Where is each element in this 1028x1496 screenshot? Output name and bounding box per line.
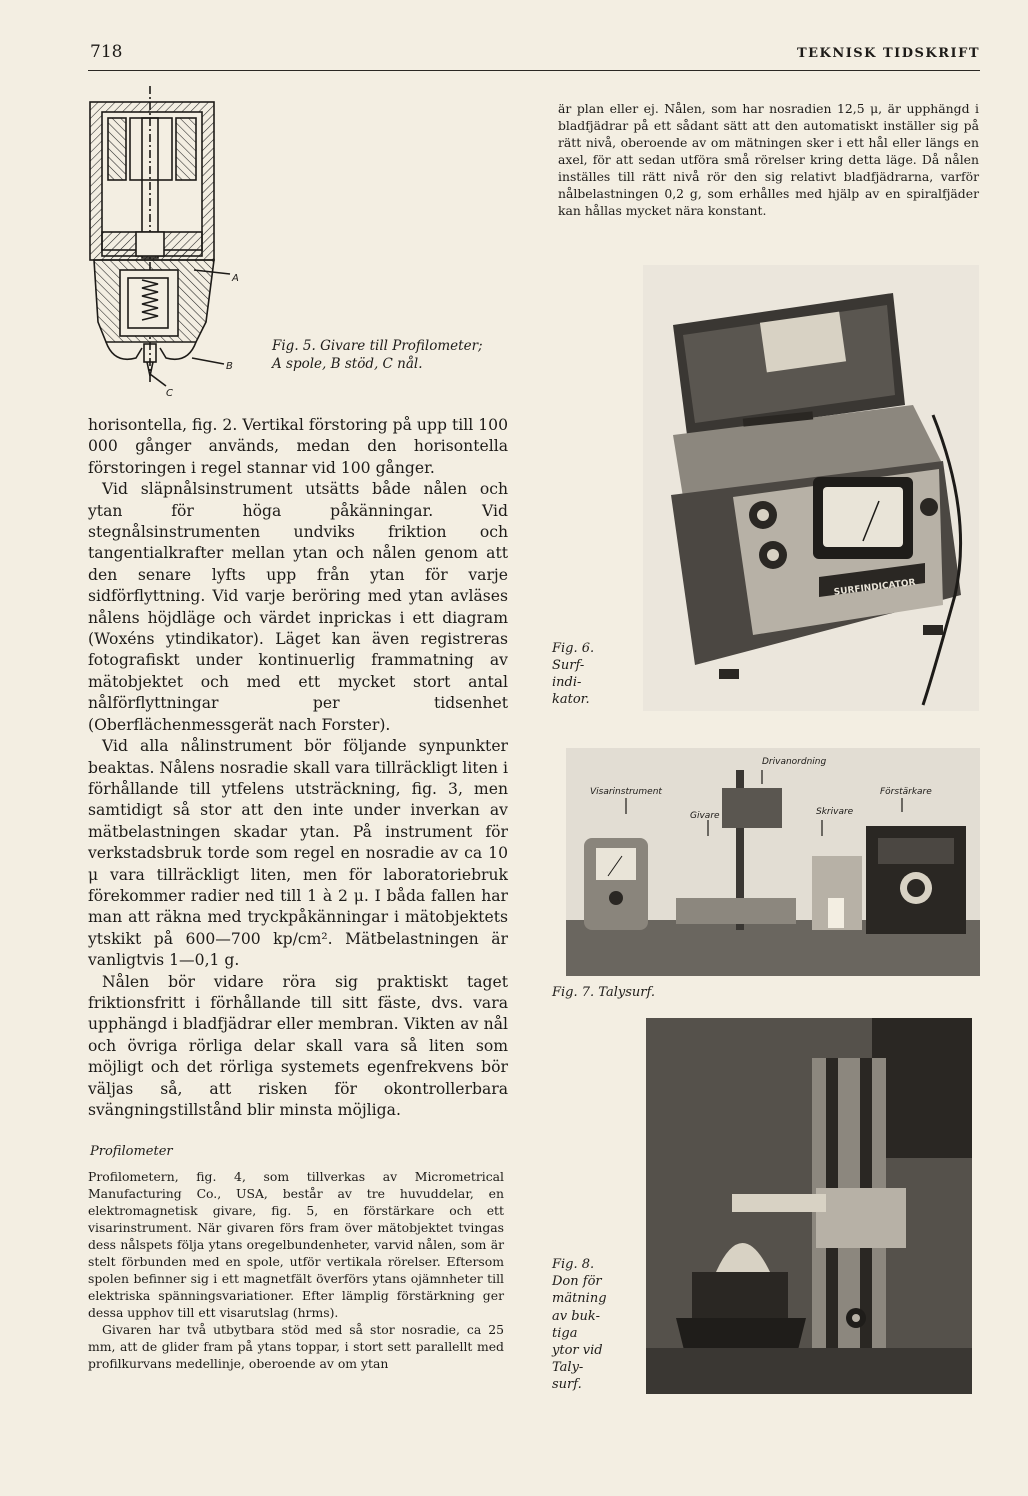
fig6-caption-l1: Fig. 6. — [552, 641, 595, 656]
left-paragraph-3: Vid alla nålinstrument bör följande synpunkter beaktas. Nålens nosradie skall vara tillräckligt liten i förhållande till ytfelens utsträckning, fig. 3, men samtidigt så stor att den inte under inverkan av mätbelastningen skadar ytan. På instrument för verkstadsbruk torde som regel en nosradie av ca 10 μ vara tillräckligt liten, men för laboratoriebruk förekommer radier ned till 1 à 2 μ. I båda fallen har man att räkna med tryckpåkänningar i mätobjektets ytskikt på 600—700 kp/cm². Mätbelastningen är vanligtvis 1—0,1 g. — [88, 737, 508, 970]
fig8-caption-l5: tiga — [552, 1325, 578, 1341]
fig5-caption-line2: A spole, B stöd, C nål. — [272, 356, 423, 372]
fig7-photo — [566, 748, 980, 976]
fig8-caption-l2: Don för — [552, 1274, 602, 1290]
right-top-paragraph: är plan eller ej. Nålen, som har nosradien 12,5 μ, är upphängd i bladfjädrar på ett sådant sätt att den automatiskt inställer sig på rätt nivå, oberoende av om mätningen sker i ett hål eller längs en axel, för att sedan utföra små rörelser kring detta läge. Då nålen inställes till rätt nivå rör den sig relativt bladfjädrarna, varför nålbelastningen 0,2 g, som erhålles med hjälp av en spiralfjäder kan hållas mycket nära konstant. — [558, 101, 979, 218]
fig6-caption-l3: indi- — [552, 675, 582, 690]
fig6-caption-l4: kator. — [552, 692, 590, 707]
fig5-label-c: C — [166, 388, 173, 399]
fig5-drawing — [84, 82, 254, 400]
left-paragraph-2: Vid släpnålsinstrument utsätts både nålen och ytan för höga påkänningar. Vid stegnålsinstrumenten undviks friktion och tangentialkrafter mellan ytan och nålen genom att den senare lyfts upp från ytan för varje sidförflyttning. Vid varje beröring med ytan avläses nålens höjdläge och värdet inprickas i ett diagram (Woxéns ytindikator). Läget kan även registreras fotografiskt under kontinuerlig frammatning av mätobjektet och med ett mycket stort antal nålförflyttningar per tidsenhet (Oberflächenmessgerät nach Forster). — [88, 480, 508, 734]
fig7-label-sensor: Givare — [690, 811, 720, 821]
fig5-label-b: B — [226, 361, 233, 372]
profilometer-heading: Profilometer — [90, 1144, 173, 1159]
fig8-caption-l1: Fig. 8. — [552, 1257, 595, 1272]
fig7-label-drive: Drivanordning — [762, 757, 827, 767]
header-rule — [88, 70, 980, 71]
left-paragraph-4: Nålen bör vidare röra sig praktiskt taget friktionsfritt i förhållande till sitt fäste, dvs. vara upphängd i bladfjädrar eller membran. Vikten av nål och övriga rörliga delar skall vara så liten som möjligt och det rörliga systemets egenfrekvens bör väljas så, att risken för okontrollerbara svängningstillstånd blir minsta möjliga. — [88, 972, 508, 1119]
fig8-caption-l8: surf. — [552, 1377, 582, 1393]
left-paragraph-1: horisontella, fig. 2. Vertikal förstoring på upp till 100 000 gånger används, medan den horisontella förstoringen i regel stannar vid 100 gånger. — [88, 416, 508, 477]
fig5-label-a: A — [232, 273, 239, 284]
fig5-caption — [272, 337, 532, 373]
fig8-caption-l7: Taly- — [552, 1360, 584, 1376]
page-number: 718 — [90, 42, 123, 62]
profilometer-paragraph-2: Givaren har två utbytbara stöd med så stor nosradie, ca 25 mm, att de glider fram på ytans toppar, i stort sett parallellt med profilkurvans medellinje, oberoende av om ytan — [88, 1322, 504, 1371]
fig8-caption-l6: ytor vid — [552, 1343, 603, 1359]
fig8-caption-l4: av buk- — [552, 1308, 600, 1324]
fig7-caption: Fig. 7. Talysurf. — [552, 985, 655, 1000]
fig8-caption — [552, 1256, 636, 1394]
profilometer-text — [88, 1168, 504, 1372]
fig7-illustration — [566, 748, 980, 976]
fig6-illustration — [643, 265, 979, 711]
fig6-caption-l2: Surf- — [552, 658, 585, 673]
fig7-label-meter: Visarinstrument — [590, 787, 662, 797]
fig8-caption-l3: mätning — [552, 1291, 607, 1307]
profilometer-paragraph-1: Profilometern, fig. 4, som tillverkas av Micrometrical Manufacturing Co., USA, består av tre huvuddelar, en elektromagnetisk givare, fig. 5, en förstärkare och ett visarinstrument. När givaren förs fram över mätobjektet tvingas dess nålspets följa ytans oregelbundenheter, varvid nålen, som är stelt förbunden med en spole, utför vertikala rörelser. Eftersom spolen befinner sig i ett magnetfält överförs ytans ojämnheter till elektriska spänningsvariationer. Efter lämplig förstärkning ger dessa upphov till ett visarutslag (hrms). — [88, 1169, 504, 1320]
fig6-photo — [643, 265, 979, 711]
journal-title: TEKNISK TIDSKRIFT — [796, 46, 980, 61]
fig7-label-amplifier: Förstärkare — [880, 787, 932, 797]
fig5-caption-line1: Fig. 5. Givare till Profilometer; — [272, 338, 483, 354]
fig6-caption — [552, 640, 632, 708]
fig7-label-writer: Skrivare — [816, 807, 854, 817]
fig8-illustration — [646, 1018, 972, 1394]
fig6-device-name: SURFINDICATOR — [833, 577, 917, 598]
left-main-text — [88, 415, 508, 1121]
fig8-photo — [646, 1018, 972, 1394]
